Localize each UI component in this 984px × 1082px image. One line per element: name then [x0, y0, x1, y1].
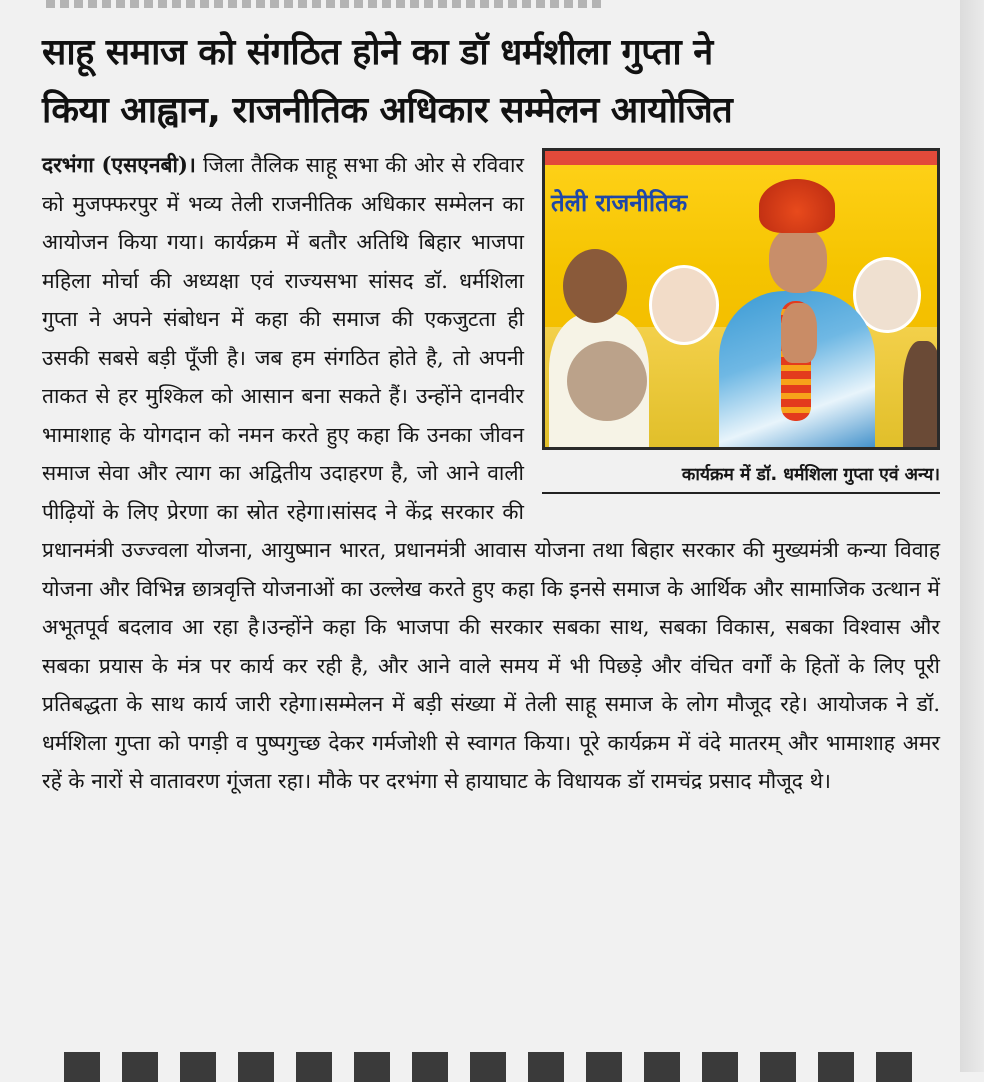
photo-banner-strip [545, 148, 937, 165]
photo-turban [759, 179, 835, 233]
article-dateline: दरभंगा (एसएनबी)। [42, 152, 196, 177]
photo-poster-portrait [649, 265, 719, 345]
photo-person-elder [567, 341, 647, 421]
page-edge [960, 0, 984, 1072]
photo-folded-hands [781, 303, 817, 363]
photo-person-right [903, 341, 940, 450]
headline-line-2: किया आह्वान, राजनीतिक अधिकार सम्मेलन आयोजित [42, 90, 733, 131]
headline-line-1: साहू समाज को संगठित होने का डॉ धर्मशीला गुप्ता ने [42, 32, 713, 73]
photo-banner-text: तेली राजनीतिक [551, 189, 688, 217]
news-article [42, 24, 940, 801]
article-body-text: जिला तैलिक साहू सभा की ओर से रविवार को मुजफ्फरपुर में भव्य तेली राजनीतिक अधिकार सम्मेलन का आयोजन किया गया। कार्यक्रम में बतौर अतिथि बिहार भाजपा महिला मोर्चा की अध्यक्षा एवं राज्यसभा सांसद डॉ. धर्मशिला गुप्ता ने अपने संबोधन में कहा की समाज की एकजुटता ही उसकी सबसे बड़ी पूँजी है। जब हम संगठित होते है, तो अपनी ताकत से हर मुश्किल को आसान बना सकते हैं। उन्होंने दानवीर भामाशाह के योगदान को नमन करते हुए कहा कि उनका जीवन समाज सेवा और त्याग का अद्वितीय उदाहरण है, जो आने वाली पीढ़ियों के लिए प्रेरणा का स्रोत रहेगा।सांसद ने केंद्र सरकार की प्रधानमंत्री उज्ज्वला योजना, आयुष्मान भारत, प्रधानमंत्री आवास योजना तथा बिहार सरकार की मुख्यमंत्री कन्या विवाह योजना और विभिन्न छात्रवृत्ति योजनाओं का उल्लेख करते हुए कहा कि इनसे समाज के आर्थिक और सामाजिक उत्थान में अभूतपूर्व बदलाव आ रहा है।उन्होंने कहा कि भाजपा की सरकार सबका साथ, सबका विकास, सबका विश्वास और सबका प्रयास के मंत्र पर कार्य कर रही है, और आने वाले समय में भी पिछड़े और वंचित वर्गों के हितों के लिए पूरी प्रतिबद्धता के साथ कार्य जारी रहेगा।सम्मेलन में बड़ी संख्या में तेली साहू समाज के लोग मौजूद रहे। आयोजक ने डॉ. धर्मशिला गुप्ता को पगड़ी व पुष्पगुच्छ देकर गर्मजोशी से स्वागत किया। पूरे कार्यक्रम में वंदे मातरम् और भामाशाह अमर रहें के नारों से वातावरण गूंजता रहा। मौके पर दरभंगा से हायाघाट के विधायक डॉ रामचंद्र प्रसाद मौजूद थे। [42, 153, 940, 793]
article-figure [542, 148, 940, 494]
next-article-clip [64, 1052, 924, 1082]
article-body [42, 146, 940, 801]
article-headline [42, 24, 940, 140]
event-photo [542, 148, 940, 450]
previous-article-clip [46, 0, 606, 8]
photo-caption: कार्यक्रम में डॉ. धर्मशिला गुप्ता एवं अन्य। [542, 458, 940, 494]
photo-speaker-face [769, 227, 827, 293]
photo-person-left [563, 249, 627, 323]
